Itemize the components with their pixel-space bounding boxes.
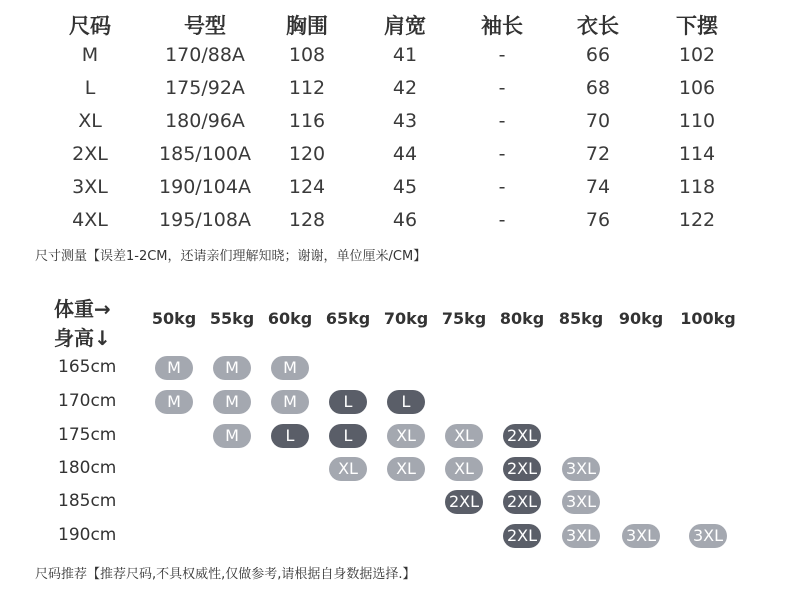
size-badge: 3XL	[562, 524, 600, 548]
weight-label: 55kg	[209, 309, 255, 328]
size-badge: XL	[387, 457, 425, 481]
size-badge: 3XL	[689, 524, 727, 548]
size-table-cell: 42	[392, 77, 418, 99]
size-table-cell: 124	[288, 176, 326, 198]
size-table-cell: 108	[288, 44, 326, 66]
size-badge: M	[213, 390, 251, 414]
size-table-cell: 180/96A	[165, 110, 245, 132]
size-table	[0, 0, 790, 240]
weight-label: 85kg	[558, 309, 604, 328]
size-table-row	[0, 108, 790, 141]
size-badge: L	[271, 424, 309, 448]
size-table-cell: 72	[585, 143, 611, 165]
size-table-cell: 3XL	[72, 176, 108, 198]
height-label: 175cm	[58, 425, 117, 445]
size-badge: L	[329, 390, 367, 414]
size-badge: XL	[387, 424, 425, 448]
size-badge: L	[329, 424, 367, 448]
size-badge: 3XL	[562, 457, 600, 481]
size-table-header-cell: 肩宽	[384, 14, 426, 38]
measurement-note: 尺寸测量【误差1-2CM，还请亲们理解知晓；谢谢，单位厘米/CM】	[35, 249, 427, 264]
weight-label: 70kg	[383, 309, 429, 328]
weight-label: 80kg	[499, 309, 545, 328]
size-table-cell: -	[498, 209, 506, 231]
size-badge: M	[155, 390, 193, 414]
size-badge: XL	[445, 424, 483, 448]
size-table-header-cell: 胸围	[286, 14, 328, 38]
size-table-cell: 2XL	[72, 143, 108, 165]
size-badge: 2XL	[445, 490, 483, 514]
size-table-cell: 44	[392, 143, 418, 165]
size-badge: 2XL	[503, 457, 541, 481]
size-table-cell: 120	[288, 143, 326, 165]
size-badge: M	[155, 356, 193, 380]
recommendation-note: 尺码推荐【推荐尺码,不具权威性,仅做参考,请根据自身数据选择.】	[35, 567, 416, 582]
size-table-cell: 175/92A	[165, 77, 245, 99]
size-table-cell: 106	[678, 77, 716, 99]
weight-label: 65kg	[325, 309, 371, 328]
size-badge: 2XL	[503, 490, 541, 514]
size-badge: XL	[329, 457, 367, 481]
size-table-header-cell: 下摆	[676, 14, 718, 38]
weight-label: 50kg	[151, 309, 197, 328]
size-table-cell: 122	[678, 209, 716, 231]
size-badge: M	[213, 356, 251, 380]
size-badge: XL	[445, 457, 483, 481]
size-table-cell: 118	[678, 176, 716, 198]
size-table-row	[0, 141, 790, 174]
size-table-cell: 114	[678, 143, 716, 165]
size-table-row	[0, 207, 790, 240]
height-label: 180cm	[58, 458, 117, 478]
height-label: 170cm	[58, 391, 117, 411]
size-table-cell: 170/88A	[165, 44, 245, 66]
size-badge: 3XL	[622, 524, 660, 548]
size-badge: M	[213, 424, 251, 448]
height-label: 165cm	[58, 357, 117, 377]
size-table-row	[0, 75, 790, 108]
size-table-cell: L	[84, 77, 96, 99]
size-table-header	[0, 0, 790, 42]
size-table-cell: -	[498, 143, 506, 165]
size-badge: 3XL	[562, 490, 600, 514]
size-table-header-cell: 衣长	[577, 14, 619, 38]
size-table-cell: 4XL	[72, 209, 108, 231]
size-table-cell: 112	[288, 77, 326, 99]
size-table-cell: 190/104A	[159, 176, 251, 198]
size-badge: L	[387, 390, 425, 414]
size-table-cell: 76	[585, 209, 611, 231]
size-table-cell: -	[498, 176, 506, 198]
size-table-cell: 45	[392, 176, 418, 198]
size-badge: 2XL	[503, 424, 541, 448]
size-table-cell: 70	[585, 110, 611, 132]
weight-label: 60kg	[267, 309, 313, 328]
size-table-cell: 102	[678, 44, 716, 66]
height-axis-title: 身高↓	[54, 326, 111, 350]
size-badge: 2XL	[503, 524, 541, 548]
size-table-cell: 41	[392, 44, 418, 66]
size-badge: M	[271, 390, 309, 414]
size-table-cell: 110	[678, 110, 716, 132]
size-table-cell: 68	[585, 77, 611, 99]
size-table-cell: 66	[585, 44, 611, 66]
size-table-cell: -	[498, 77, 506, 99]
size-table-cell: -	[498, 110, 506, 132]
size-table-cell: 116	[288, 110, 326, 132]
size-table-cell: 195/108A	[159, 209, 251, 231]
size-table-cell: M	[81, 44, 99, 66]
size-table-row	[0, 42, 790, 75]
size-table-cell: 43	[392, 110, 418, 132]
height-label: 190cm	[58, 525, 117, 545]
size-table-cell: 46	[392, 209, 418, 231]
weight-label: 90kg	[618, 309, 664, 328]
size-table-cell: 185/100A	[159, 143, 251, 165]
weight-label: 100kg	[680, 309, 736, 328]
size-table-cell: 128	[288, 209, 326, 231]
size-table-row	[0, 174, 790, 207]
size-table-cell: 74	[585, 176, 611, 198]
size-table-header-cell: 号型	[184, 14, 226, 38]
height-label: 185cm	[58, 491, 117, 511]
size-table-body	[0, 42, 790, 240]
size-table-cell: -	[498, 44, 506, 66]
size-table-header-cell: 袖长	[481, 14, 523, 38]
weight-axis-title: 体重→	[54, 297, 111, 321]
size-table-header-cell: 尺码	[69, 14, 111, 38]
size-table-cell: XL	[78, 110, 102, 132]
size-badge: M	[271, 356, 309, 380]
weight-label: 75kg	[441, 309, 487, 328]
